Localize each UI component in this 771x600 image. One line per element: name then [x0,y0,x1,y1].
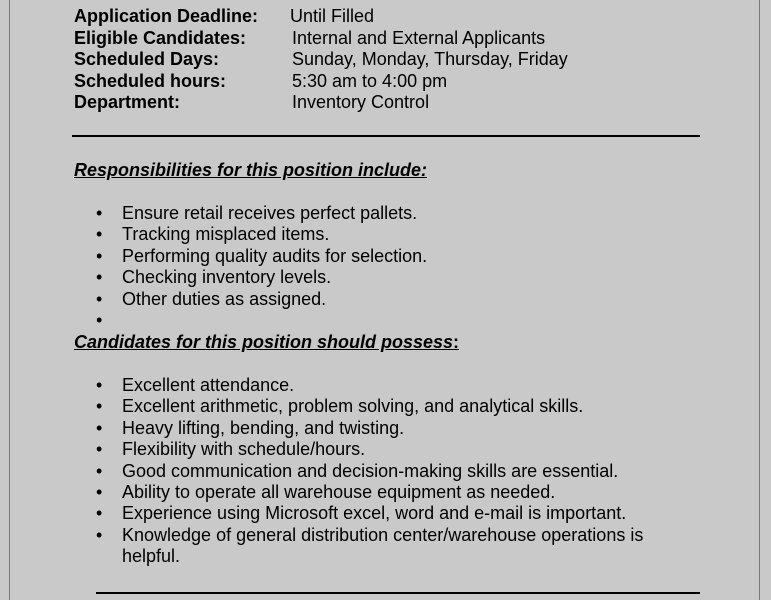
list-item [96,310,676,331]
responsibilities-list [96,203,676,331]
detail-value: Internal and External Applicants [292,28,546,48]
section-divider [72,135,700,137]
detail-value: 5:30 am to 4:00 pm [292,71,448,91]
list-item: • Performing quality audits for selection. [96,246,676,267]
list-item: • Heavy lifting, bending, and twisting. [96,418,676,439]
qualifications-heading-text: Candidates for this position should possess [74,332,454,352]
section-divider [96,592,700,594]
heading-colon: : [453,332,460,352]
detail-label: Scheduled Days: [74,49,220,69]
list-item: • Other duties as assigned. [96,289,676,310]
detail-row-hours [74,71,447,92]
detail-row-deadline [74,6,374,27]
list-item: • Ability to operate all warehouse equipment as needed. [96,482,676,503]
list-item: • Ensure retail receives perfect pallets. [96,203,676,224]
list-item: • Excellent arithmetic, problem solving, and analytical skills. [96,396,676,417]
qualifications-list [96,375,676,568]
qualifications-heading [74,332,459,353]
detail-value: Sunday, Monday, Thursday, Friday [292,49,568,69]
job-posting-page [9,0,760,600]
responsibilities-heading: Responsibilities for this position include: [74,160,428,180]
list-item: • Knowledge of general distribution center/warehouse operations is helpful. [96,525,676,568]
detail-label: Department: [74,92,181,112]
detail-label: Eligible Candidates: [74,28,247,48]
list-item: • Excellent attendance. [96,375,676,396]
list-item: • Flexibility with schedule/hours. [96,439,676,460]
list-item: • Experience using Microsoft excel, word and e-mail is important. [96,503,676,524]
detail-row-eligible [74,28,545,49]
detail-row-department [74,92,429,113]
detail-value: Inventory Control [292,92,430,112]
detail-row-days [74,49,568,70]
list-item: • Tracking misplaced items. [96,224,676,245]
list-item: • Checking inventory levels. [96,267,676,288]
detail-value: Until Filled [290,6,375,26]
detail-label: Scheduled hours: [74,71,227,91]
list-item: • Good communication and decision-making skills are essential. [96,461,676,482]
detail-label: Application Deadline: [74,6,259,26]
